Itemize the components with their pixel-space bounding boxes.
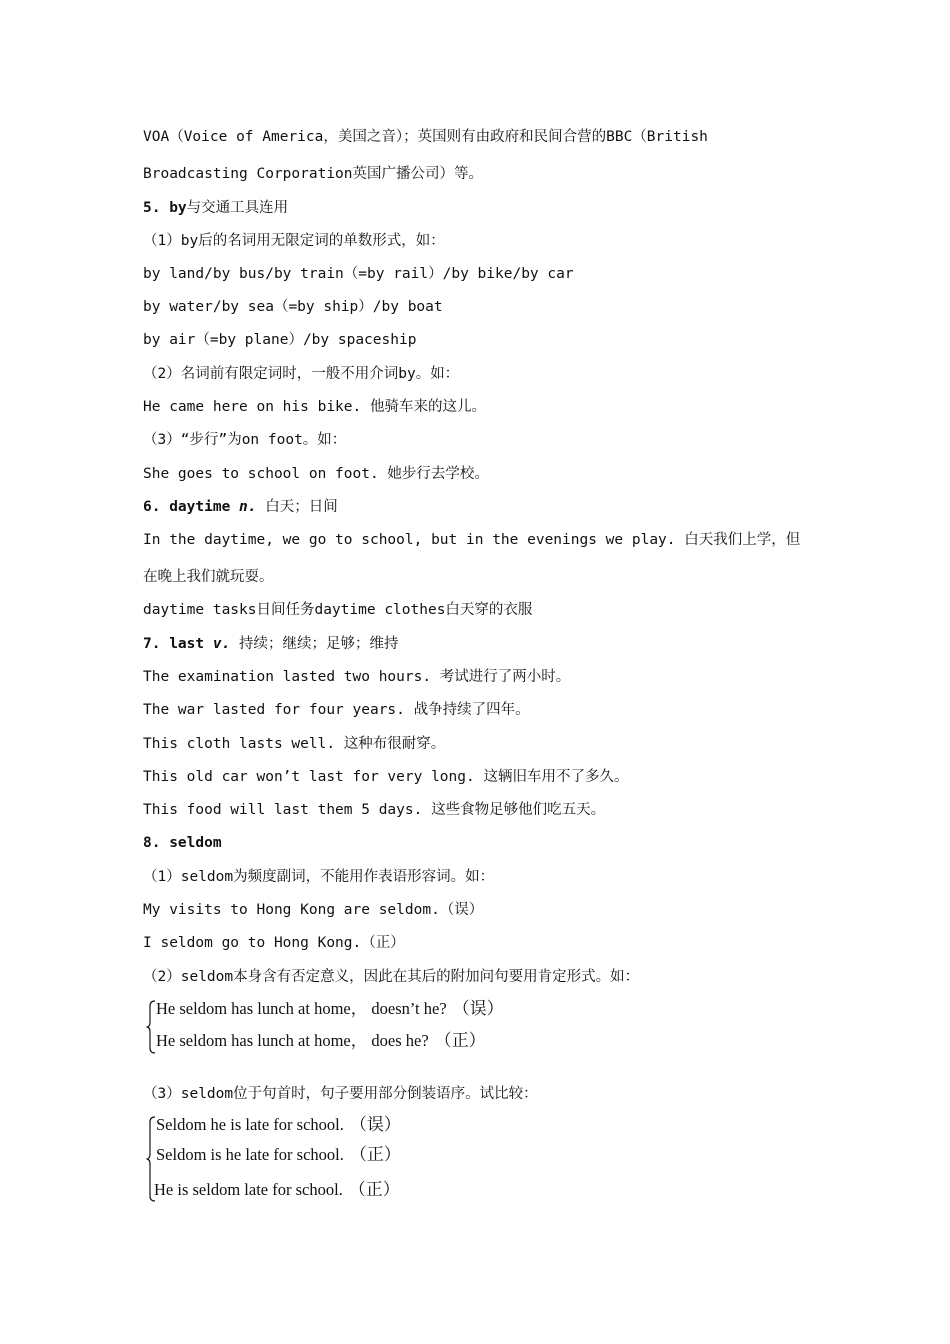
text-line: VOA（Voice of America，美国之音）；英国则有由政府和民间合营的BBC（British xyxy=(143,129,708,145)
text-line: The examination lasted two hours. 考试进行了两小时。 xyxy=(143,669,571,685)
example-brace-group-1 xyxy=(146,998,566,1058)
example-sentence-correct: He is seldom late for school. （正） xyxy=(154,1180,400,1200)
text-line: She goes to school on foot. 她步行去学校。 xyxy=(143,466,489,482)
text-line: by land/by bus/by train（=by rail）/by bike/by car xyxy=(143,266,574,282)
text-line: He came here on his bike. 他骑车来的这儿。 xyxy=(143,399,486,415)
heading-word: 5. by xyxy=(143,200,187,216)
section-heading-5 xyxy=(143,198,288,218)
example-sentence-correct: He seldom has lunch at home， does he? （正） xyxy=(156,1031,486,1051)
heading-gloss: 白天；日间 xyxy=(265,499,338,515)
mark-correct: （正） xyxy=(349,1145,401,1165)
text-line: In the daytime, we go to school, but in the evenings we play. 白天我们上学，但 xyxy=(143,532,801,548)
text-line: This old car won’t last for very long. 这辆旧车用不了多久。 xyxy=(143,769,629,785)
text-line: This cloth lasts well. 这种布很耐穿。 xyxy=(143,736,446,752)
text-line: by air（=by plane）/by spaceship xyxy=(143,332,417,348)
heading-word: 7. last xyxy=(143,636,205,652)
text-line: （3）seldom位于句首时，句子要用部分倒装语序。试比较： xyxy=(143,1086,538,1102)
heading-word: 6. daytime xyxy=(143,499,231,515)
example-brace-group-2 xyxy=(146,1114,566,1204)
text-line: by water/by sea（=by ship）/by boat xyxy=(143,299,443,315)
section-heading-8 xyxy=(143,833,222,853)
text-line: The war lasted for four years. 战争持续了四年。 xyxy=(143,702,530,718)
heading-gloss: 与交通工具连用 xyxy=(186,200,289,216)
text-line: （1）seldom为频度副词，不能用作表语形容词。如： xyxy=(143,869,495,885)
text-line: （2）名词前有限定词时，一般不用介词by。如： xyxy=(143,366,460,382)
example-sentence-wrong: He seldom has lunch at home， doesn’t he? （误） xyxy=(156,999,504,1019)
text-line: I seldom go to Hong Kong.（正） xyxy=(143,935,405,951)
mark-wrong: （误） xyxy=(452,999,504,1019)
text-line: （2）seldom本身含有否定意义，因此在其后的附加问句要用肯定形式。如： xyxy=(143,969,640,985)
heading-word: 8. seldom xyxy=(143,835,222,851)
mark-wrong: （误） xyxy=(349,1115,401,1135)
example-sentence-wrong: Seldom he is late for school. （误） xyxy=(156,1115,401,1135)
text-line: This food will last them 5 days. 这些食物足够他们吃五天。 xyxy=(143,802,606,818)
curly-brace-icon xyxy=(146,1000,156,1054)
text-line: daytime tasks日间任务daytime clothes白天穿的衣服 xyxy=(143,602,533,618)
heading-gloss: 持续；继续；足够；维持 xyxy=(239,636,399,652)
mark-correct: （正） xyxy=(348,1180,400,1200)
example-sentence-correct: Seldom is he late for school. （正） xyxy=(156,1145,401,1165)
text-line: My visits to Hong Kong are seldom.（误） xyxy=(143,902,484,918)
section-heading-6 xyxy=(143,497,338,517)
text-line: 在晚上我们就玩耍。 xyxy=(143,569,274,585)
mark-correct: （正） xyxy=(434,1031,486,1051)
heading-pos: n. xyxy=(239,499,257,515)
text-line: （1）by后的名词用无限定词的单数形式，如： xyxy=(143,233,445,249)
text-line: （3）“步行”为on foot。如： xyxy=(143,432,347,448)
section-heading-7 xyxy=(143,634,399,654)
text-line: Broadcasting Corporation英国广播公司）等。 xyxy=(143,166,484,182)
heading-pos: v. xyxy=(212,636,231,652)
